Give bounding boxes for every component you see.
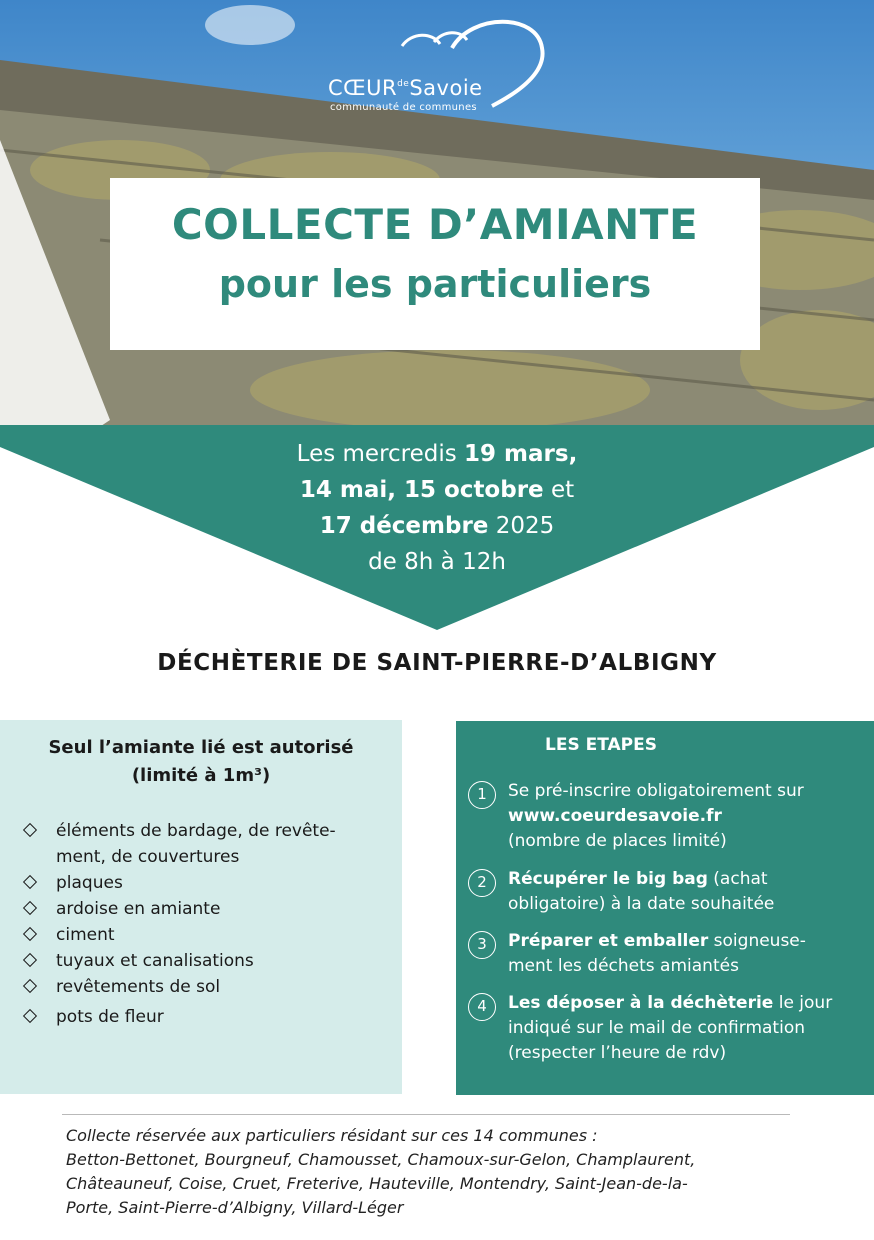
list-item: ciment bbox=[22, 922, 336, 948]
diamond-bullet-icon bbox=[23, 875, 37, 889]
dates-line-4: de 8h à 12h bbox=[368, 549, 506, 575]
eligible-communes-note: Collecte réservée aux particuliers résidant sur ces 14 communes : Betton-Bettonet, Bourgneuf, Chamousset, Chamoux-sur-Gelon, Champlaurent, Châteauneuf, Coise, Cruet, Freterive, Hauteville, Montendry, Saint-Jean-de-la- Porte, Saint-Pierre-d’Albigny, Villard-Léger bbox=[66, 1126, 696, 1217]
diamond-bullet-icon bbox=[23, 1009, 37, 1023]
list-item: ardoise en amiante bbox=[22, 896, 336, 922]
steps-title: LES ETAPES bbox=[545, 735, 657, 755]
allowed-materials-title: Seul l’amiante lié est autorisé (limité à 1m³) bbox=[48, 737, 354, 786]
coeur-de-savoie-logo bbox=[322, 18, 552, 113]
list-item: plaques bbox=[22, 870, 336, 896]
title-box bbox=[110, 178, 760, 350]
dates-line-3: 17 décembre 2025 bbox=[319, 513, 555, 539]
diamond-bullet-icon bbox=[23, 927, 37, 941]
footer-divider bbox=[62, 1114, 790, 1115]
diamond-bullet-icon bbox=[23, 823, 37, 837]
page-title: COLLECTE D’AMIANTE bbox=[171, 200, 699, 249]
website-link[interactable]: www.coeurdesavoie.fr bbox=[508, 806, 722, 826]
list-item: tuyaux et canalisations bbox=[22, 948, 336, 974]
list-item: pots de fleur bbox=[22, 1004, 336, 1030]
collection-dates bbox=[187, 436, 687, 580]
dates-line-1: Les mercredis 19 mars, bbox=[296, 441, 578, 467]
logo-subtitle: communauté de communes bbox=[330, 102, 477, 113]
diamond-bullet-icon bbox=[23, 953, 37, 967]
allowed-materials-list bbox=[22, 818, 336, 1030]
diamond-bullet-icon bbox=[23, 979, 37, 993]
step-number-circle: 2 bbox=[468, 869, 496, 897]
dates-line-2: 14 mai, 15 octobre et bbox=[299, 477, 575, 503]
hero-photo bbox=[0, 0, 874, 440]
list-item: revêtements de sol bbox=[22, 974, 336, 1000]
diamond-bullet-icon bbox=[23, 901, 37, 915]
list-item: éléments de bardage, de revête- ment, de couvertures bbox=[22, 818, 336, 870]
steps-box: LES ETAPES 1 Se pré-inscrire obligatoirement sur www.coeurdesavoie.fr (nombre de places limité) 2 Récupérer le big bag (achat obligatoire) à la date souhaitée 3 Préparer et emballer soigneuse- ment les déchets amiantés 4 Les déposer à la déchèterie le jour indiqué sur le mail de confirmation (respecter l’heure de rdv) bbox=[456, 721, 874, 1095]
step-number-circle: 1 bbox=[468, 781, 496, 809]
step-number-circle: 4 bbox=[468, 993, 496, 1021]
step-number-circle: 3 bbox=[468, 931, 496, 959]
venue-name: DÉCHÈTERIE DE SAINT-PIERRE-D’ALBIGNY bbox=[157, 650, 717, 676]
logo-wordmark: $CŒUR^{de}Savoie$ bbox=[328, 76, 483, 100]
page-subtitle: pour les particuliers bbox=[218, 262, 652, 306]
